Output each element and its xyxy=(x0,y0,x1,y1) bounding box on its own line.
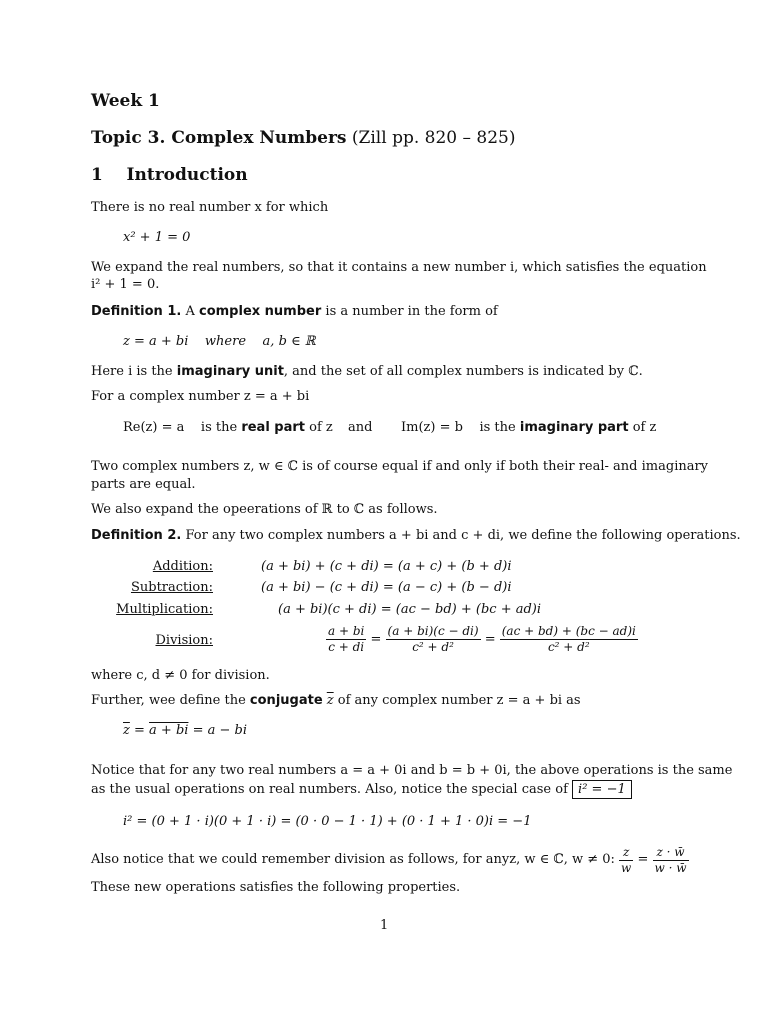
remember-division-text: Also notice that we could remember division as follows, for anyz, w ∈ ℂ, w ≠ 0: xyxy=(91,852,615,867)
intro-line-2: We expand the real numbers, so that it contains a new number i, which satisfies the equation xyxy=(91,260,707,275)
real-part-equation: Re(z) = a xyxy=(123,420,185,435)
equality-line-1: Two complex numbers z, w ∈ ℂ is of course equal if and only if both their real- and imaginary xyxy=(91,459,709,474)
division-equals-2: = xyxy=(484,632,496,647)
conjugate-equation xyxy=(123,723,247,739)
definition-2-text: For any two complex numbers a + bi and c + di, we define the following operations. xyxy=(185,528,741,543)
imaginary-unit-term: imaginary unit xyxy=(176,364,284,379)
imag-part-text-2: of z xyxy=(632,420,657,435)
real-part-text-1: is the xyxy=(200,420,238,435)
topic-reference: (Zill pp. 820 – 825) xyxy=(351,128,516,148)
imag-part-term: imaginary part xyxy=(519,420,629,435)
notice-line-1: Notice that for any two real numbers a = a + 0i and b = b + 0i, the above operations is the same xyxy=(91,763,733,778)
definition-1-pre: A xyxy=(185,304,195,319)
conjugate-eq-lhs: $\overline{z}$ xyxy=(123,723,130,738)
remember-fraction-1-numerator: z xyxy=(619,845,633,861)
operation-multiplication-label: Multiplication: xyxy=(116,602,213,617)
definition-2 xyxy=(91,528,741,544)
imaginary-unit-post: , and the set of all complex numbers is indicated by ℂ. xyxy=(283,364,643,379)
section-number: 1 xyxy=(91,165,103,185)
definition-1-label: Definition 1. xyxy=(91,304,182,319)
division-fraction-2-numerator: (a + bi)(c − di) xyxy=(387,624,479,638)
imaginary-unit-line xyxy=(91,364,643,380)
imag-part-text-1: is the xyxy=(479,420,516,435)
conjugate-term: conjugate xyxy=(249,693,323,708)
definition-1-equation: z = a + bi where a, b ∈ ℝ xyxy=(123,334,316,349)
conjugate-symbol: $\overline{z}$ xyxy=(326,693,334,708)
definition-1-term: complex number xyxy=(199,304,322,319)
remember-fraction-2 xyxy=(653,845,689,876)
remember-fraction-1 xyxy=(619,845,633,876)
notice-line-2 xyxy=(91,782,632,798)
parts-and: and xyxy=(348,420,373,435)
imaginary-unit-pre: Here i is the xyxy=(91,364,173,379)
intro-line-1: There is no real number x for which xyxy=(91,200,329,215)
equality-line-2: parts are equal. xyxy=(91,477,196,492)
division-fraction-3 xyxy=(500,624,638,655)
boxed-identity: i² = −1 xyxy=(572,780,632,799)
definition-1 xyxy=(91,304,498,320)
section-title: Introduction xyxy=(126,165,248,185)
remember-fraction-2-numerator: z · w̄ xyxy=(653,845,689,861)
for-complex-line: For a complex number z = a + bi xyxy=(91,389,310,404)
conjugate-line xyxy=(91,693,581,709)
remember-fraction-2-denominator: w · w̄ xyxy=(654,860,687,875)
operation-subtraction-label: Subtraction: xyxy=(130,580,213,595)
operation-addition-label: Addition: xyxy=(152,559,213,574)
conjugate-eq-rhs: = a − bi xyxy=(192,723,247,738)
page-number: 1 xyxy=(380,918,389,933)
conjugate-post: of any complex number z = a + bi as xyxy=(337,693,581,708)
section-heading xyxy=(91,164,248,186)
operation-subtraction-expr: (a + bi) − (c + di) = (a − c) + (b − d)i xyxy=(261,580,512,595)
division-fraction-2 xyxy=(386,624,481,655)
division-equals-1: = xyxy=(370,632,382,647)
operation-division-label: Division: xyxy=(155,633,213,648)
remember-equals: = xyxy=(637,852,649,867)
division-fraction-1 xyxy=(326,624,366,655)
division-expression xyxy=(326,622,638,658)
imag-part-equation: Im(z) = b xyxy=(401,420,463,435)
definition-1-post: is a number in the form of xyxy=(325,304,498,319)
parts-line xyxy=(123,420,333,436)
intro-equation: x² + 1 = 0 xyxy=(123,230,191,245)
i-squared-equation: i² = (0 + 1 · i)(0 + 1 · i) = (0 · 0 − 1 · 1) + (0 · 1 + 1 · 0)i = −1 xyxy=(123,814,532,829)
operation-multiplication-expr: (a + bi)(c + di) = (ac − bd) + (bc + ad)i xyxy=(278,602,542,617)
division-fraction-3-denominator: c² + d² xyxy=(547,640,590,654)
conjugate-pre: Further, wee define the xyxy=(91,693,246,708)
expand-operations-line: We also expand the opeerations of ℝ to ℂ as follows. xyxy=(91,502,438,517)
topic-title: Topic 3. Complex Numbers xyxy=(91,128,347,148)
real-part-term: real part xyxy=(241,420,306,435)
division-fraction-2-denominator: c² + d² xyxy=(412,640,454,654)
imag-parts-line xyxy=(401,420,656,436)
conjugate-eq-middle: a + bi xyxy=(149,723,189,738)
topic-heading xyxy=(91,127,516,149)
division-fraction-1-numerator: a + bi xyxy=(328,624,365,638)
division-fraction-1-denominator: c + di xyxy=(328,640,365,654)
remember-fraction-1-denominator: w xyxy=(621,860,632,875)
real-part-text-2: of z xyxy=(309,420,333,435)
remember-division-line xyxy=(91,843,689,878)
operation-addition-expr: (a + bi) + (c + di) = (a + c) + (b + d)i xyxy=(261,559,512,574)
division-condition: where c, d ≠ 0 for division. xyxy=(91,668,270,683)
week-heading: Week 1 xyxy=(91,91,160,111)
intro-line-3: i² + 1 = 0. xyxy=(91,277,160,292)
definition-2-label: Definition 2. xyxy=(91,528,182,543)
properties-line: These new operations satisfies the following properties. xyxy=(91,880,461,895)
conjugate-eq-equals: = xyxy=(134,723,145,738)
notice-line-2-text: as the usual operations on real numbers. Also, notice the special case of xyxy=(91,782,568,797)
division-fraction-3-numerator: (ac + bd) + (bc − ad)i xyxy=(501,624,636,638)
